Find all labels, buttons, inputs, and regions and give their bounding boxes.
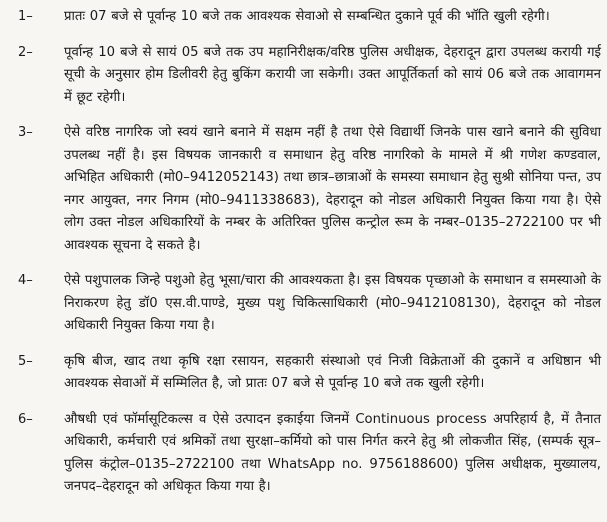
item-number: 6– (18, 411, 33, 427)
list-item-3 (14, 122, 601, 257)
list-item-6 (14, 409, 601, 499)
item-text: प्रातः 07 बजे से पूर्वान्ह 10 बजे तक आवश्यक सेवाओ से सम्बन्धित दुकाने पूर्व की भॉति खुली रहेगी। (64, 9, 550, 24)
item-text: औषधी एवं फॉर्मासूटिकल्स व ऐसे उत्पादन इकाईया जिनमें Continuous process अपरिहार्य है, में तैनात अधिकारी, कर्मचारी एवं श्रमिकों तथा सुरक्षा–कर्मियो को पास निर्गत करने हेतु श्री लोकजीत सिंह, (सम्पर्क सूत्र–पुलिस कंट्रोल–0135–2722100 तथा WhatsApp no. 9756188600) पुलिस अधीक्षक, मुख्यालय, जनपद–देहरादून को अधिकृत किया गया है। (64, 411, 601, 494)
item-text: ऐसे पशुपालक जिन्हे पशुओ हेतु भूसा/चारा की आवश्यकता है। इस विषयक पृच्छाओ के समाधान व समस्याओ के निराकरण हेतु डॉ0 एस.वी.पाण्डे, मुख्य पशु चिकित्साधिकारी (मो0–9412108130), देहरादून को नोडल अधिकारी नियुक्त किया गया है। (64, 273, 601, 333)
item-text: ऐसे वरिष्ठ नागरिक जो स्वयं खाने बनाने में सक्षम नहीं है तथा ऐसे विद्यार्थी जिनके पास खाने बनाने की सुविधा उपलब्ध नहीं है। इस विषयक जानकारी व समाधान हेतु वरिष्ठ नागरिको के मामले में श्री गणेश कण्डवाल, अभिहित अधिकारी (मो0–9412052143) तथा छात्र–छात्राओं के समस्या समाधान हेतु सुश्री सोनिया पन्त, उप नगर आयुक्त, नगर निगम (मो0–9411338683), देहरादून को नोडल अधिकारी नियुक्त किया गया है। ऐसे लोग उक्त नोडल अधिकारियों के नम्बर के अतिरिक्त पुलिस कन्ट्रोल रूम के नम्बर–0135–2722100 पर भी आवश्यक सूचना दे सकते है। (64, 125, 601, 253)
item-number: 5– (18, 353, 33, 369)
item-number: 1– (18, 9, 33, 24)
list-item-5 (14, 351, 601, 396)
list-item-1 (14, 6, 601, 29)
list-item-2 (14, 42, 601, 110)
item-number: 4– (18, 273, 33, 288)
item-number: 3– (18, 125, 33, 140)
item-number: 2– (18, 44, 33, 60)
item-text: कृषि बीज, खाद तथा कृषि रक्षा रसायन, सहकारी संस्थाओ एवं निजी विक्रेताओं की दुकानें व अधिष्ठान भी आवश्यक सेवाओं में सम्मिलित है, जो प्रातः 07 बजे से पूर्वान्ह 10 बजे तक खुली रहेगी। (64, 353, 601, 391)
item-text: पूर्वान्ह 10 बजे से सायं 05 बजे तक उप महानिरीक्षक/वरिष्ठ पुलिस अधीक्षक, देहरादून द्वारा उपलब्ध करायी गई सूची के अनुसार होम डिलीवरी हेतु बुकिंग करायी जा सकेगी। उक्त आपूर्तिकर्ता को सायं 06 बजे तक आवागमन में छूट रहेगी। (64, 44, 601, 105)
list-item-4 (14, 270, 601, 338)
